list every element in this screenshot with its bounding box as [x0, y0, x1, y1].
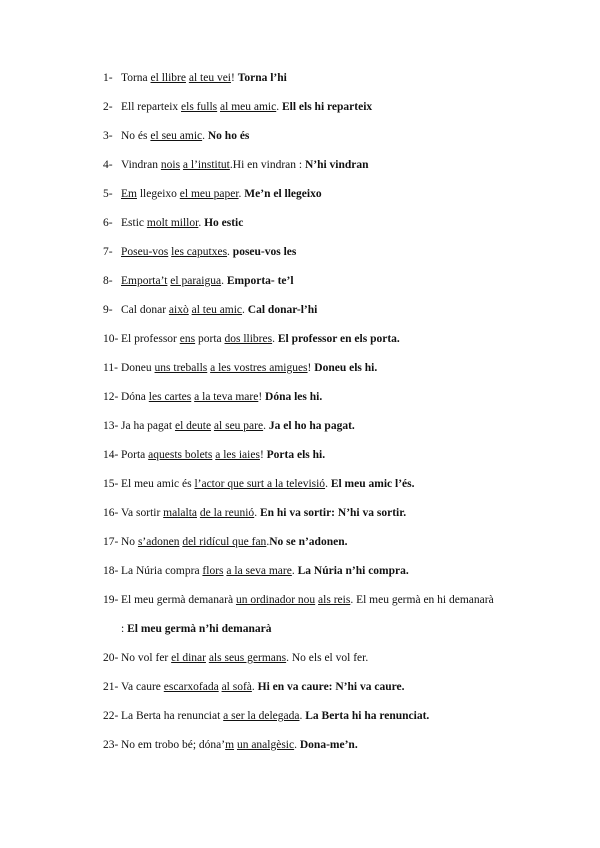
answer-text: N’hi vindran [304, 159, 369, 171]
underlined-phrase: flors [202, 565, 224, 577]
answer-text: Ell els hi reparteix [281, 101, 373, 113]
answer-text: Emporta- te’l [226, 275, 294, 287]
sentence-text: ! [307, 362, 315, 374]
underlined-phrase: Em [121, 188, 137, 200]
exercise-item-continuation [121, 622, 271, 636]
item-number: 3- [103, 130, 113, 142]
answer-text: Ho estic [204, 217, 244, 229]
answer-text: Cal donar-l’hi [247, 304, 318, 316]
item-number: 19- [103, 594, 119, 606]
item-number: 7- [103, 246, 113, 258]
underlined-phrase: molt millor [146, 217, 199, 229]
sentence-text: ! [231, 72, 238, 84]
underlined-phrase: al sofà [221, 681, 252, 693]
answer-text: Porta els hi. [266, 449, 326, 461]
underlined-phrase: el seu amic [150, 130, 203, 142]
underlined-phrase: a la teva mare [194, 391, 259, 403]
sentence-text: . [276, 101, 282, 113]
answer-text: En hi va sortir: N’hi va sortir. [259, 507, 407, 519]
sentence-text: porta [195, 333, 225, 345]
sentence-text: El meu germà demanarà [121, 594, 236, 606]
exercise-item [103, 738, 358, 752]
exercise-item [103, 303, 317, 317]
exercise-item [103, 71, 287, 85]
sentence-text: Vindran [121, 159, 161, 171]
sentence-text: . [266, 536, 270, 548]
underlined-phrase: a l’institut [182, 159, 230, 171]
item-number: 11- [103, 362, 118, 374]
item-number: 14- [103, 449, 119, 461]
sentence-text: La Berta ha renunciat [121, 710, 224, 722]
underlined-phrase: de la reunió [199, 507, 255, 519]
answer-text: El meu amic l’és. [330, 478, 415, 490]
exercise-item [103, 593, 494, 607]
sentence-text: Ell reparteix [121, 101, 182, 113]
item-number: 1- [103, 72, 113, 84]
exercise-item [103, 564, 409, 578]
exercise-item [103, 361, 377, 375]
answer-text: Torna l’hi [237, 72, 287, 84]
item-number: 5- [103, 188, 113, 200]
underlined-phrase: al teu vei [188, 72, 232, 84]
underlined-phrase: un analgèsic [236, 739, 295, 751]
exercise-item [103, 216, 243, 230]
exercise-item [103, 535, 347, 549]
sentence-text: . [198, 217, 205, 229]
underlined-phrase: això [168, 304, 189, 316]
sentence-text: Torna [121, 72, 151, 84]
exercise-item [103, 680, 404, 694]
answer-text: No se n’adonen. [269, 536, 348, 548]
sentence-text: Porta [121, 449, 149, 461]
item-number: 23- [103, 739, 119, 751]
sentence-text: . [242, 304, 248, 316]
underlined-phrase: al seu pare [213, 420, 264, 432]
answer-text: Dóna les hi. [265, 391, 323, 403]
underlined-phrase: les cartes [148, 391, 192, 403]
underlined-phrase: el llibre [150, 72, 186, 84]
underlined-phrase: als reis [318, 594, 351, 606]
underlined-phrase: Poseu-vos [121, 246, 169, 258]
answer-text: La Núria n’hi compra. [297, 565, 409, 577]
underlined-phrase: l’actor que surt a la televisió [194, 478, 326, 490]
underlined-phrase: al teu amic [191, 304, 243, 316]
underlined-phrase: al meu amic [220, 101, 277, 113]
exercise-item [103, 419, 355, 433]
underlined-phrase: s’adonen [137, 536, 180, 548]
sentence-text: . [299, 710, 306, 722]
exercise-item [103, 448, 325, 462]
sentence-text: No [121, 536, 138, 548]
underlined-phrase: a les vostres amigues [210, 362, 308, 374]
answer-text: poseu-vos les [232, 246, 297, 258]
underlined-phrase: a la seva mare [226, 565, 292, 577]
answer-text: No ho és [207, 130, 250, 142]
underlined-phrase: aquests bolets [148, 449, 213, 461]
sentence-text: . [325, 478, 331, 490]
item-number: 4- [103, 159, 113, 171]
underlined-phrase: dos llibres [224, 333, 273, 345]
sentence-text: Va caure [121, 681, 164, 693]
underlined-phrase: escarxofada [163, 681, 219, 693]
sentence-text: . [202, 130, 208, 142]
sentence-text: .Hi en vindran : [229, 159, 305, 171]
sentence-text: Dóna [121, 391, 149, 403]
sentence-text: La Núria compra [121, 565, 203, 577]
sentence-text: El meu amic és [121, 478, 195, 490]
underlined-phrase: a les iaies [215, 449, 260, 461]
sentence-text: . [227, 246, 233, 258]
answer-text: Doneu els hi. [314, 362, 378, 374]
exercise-item [103, 477, 415, 491]
item-number: 17- [103, 536, 119, 548]
exercise-item [103, 245, 296, 259]
item-number: 13- [103, 420, 119, 432]
underlined-phrase: malalta [163, 507, 198, 519]
underlined-phrase: el paraigua [170, 275, 222, 287]
answer-text: El professor en els porta. [277, 333, 400, 345]
sentence-text: Doneu [121, 362, 155, 374]
item-number: 15- [103, 478, 119, 490]
item-number: 8- [103, 275, 113, 287]
item-number: 16- [103, 507, 119, 519]
exercise-item [103, 709, 429, 723]
underlined-phrase: un ordinador nou [235, 594, 316, 606]
item-number: 12- [103, 391, 119, 403]
item-number: 2- [103, 101, 113, 113]
item-number: 6- [103, 217, 113, 229]
sentence-text: . [238, 188, 245, 200]
sentence-text: . [251, 681, 258, 693]
sentence-text: Cal donar [121, 304, 169, 316]
sentence-text: . El meu germà en hi demanarà [350, 594, 494, 606]
exercise-item [103, 651, 368, 665]
item-number: 20- [103, 652, 119, 664]
answer-text: Hi en va caure: N’hi va caure. [257, 681, 405, 693]
answer-text: El meu germà n’hi demanarà [127, 623, 272, 635]
underlined-phrase: m [225, 739, 235, 751]
sentence-text: El professor [121, 333, 180, 345]
item-number: 21- [103, 681, 119, 693]
sentence-text: No em trobo bé; dóna’ [121, 739, 226, 751]
exercise-item [103, 274, 294, 288]
sentence-text: . [294, 739, 300, 751]
underlined-phrase: a ser la delegada [223, 710, 300, 722]
answer-text: Dona-me’n. [299, 739, 358, 751]
underlined-phrase: ens [179, 333, 196, 345]
underlined-phrase: nois [160, 159, 181, 171]
exercise-item [103, 506, 406, 520]
answer-text: Ja el ho ha pagat. [268, 420, 355, 432]
underlined-phrase: uns treballs [154, 362, 208, 374]
sentence-text: No vol fer [121, 652, 172, 664]
answer-text: La Berta hi ha renunciat. [305, 710, 430, 722]
sentence-text: Estic [121, 217, 147, 229]
underlined-phrase: el meu paper [179, 188, 239, 200]
underlined-phrase: les caputxes [171, 246, 228, 258]
sentence-text: . [291, 565, 298, 577]
underlined-phrase: Emporta’t [121, 275, 168, 287]
underlined-phrase: del ridícul que fan [182, 536, 267, 548]
exercise-item [103, 332, 400, 346]
sentence-text: Ja ha pagat [121, 420, 175, 432]
exercise-item [103, 129, 249, 143]
sentence-text: llegeixo [136, 188, 180, 200]
exercise-item [103, 158, 369, 172]
answer-text: Me’n el llegeixo [244, 188, 322, 200]
underlined-phrase: els fulls [181, 101, 218, 113]
sentence-text: . [272, 333, 278, 345]
item-number: 10- [103, 333, 119, 345]
sentence-text: . No els el vol fer. [286, 652, 369, 664]
exercise-item [103, 100, 372, 114]
item-number: 22- [103, 710, 119, 722]
sentence-text: . [254, 507, 260, 519]
sentence-text: . [263, 420, 269, 432]
underlined-phrase: als seus germans [208, 652, 287, 664]
sentence-text: Va sortir [121, 507, 164, 519]
sentence-text: ! [258, 391, 266, 403]
exercise-item [103, 390, 322, 404]
underlined-phrase: el deute [174, 420, 212, 432]
underlined-phrase: el dinar [171, 652, 206, 664]
item-number: 9- [103, 304, 113, 316]
sentence-text: . [221, 275, 227, 287]
exercise-item [103, 187, 322, 201]
item-number: 18- [103, 565, 119, 577]
sentence-text: : [121, 623, 128, 635]
sentence-text: No és [121, 130, 151, 142]
sentence-text: ! [259, 449, 267, 461]
